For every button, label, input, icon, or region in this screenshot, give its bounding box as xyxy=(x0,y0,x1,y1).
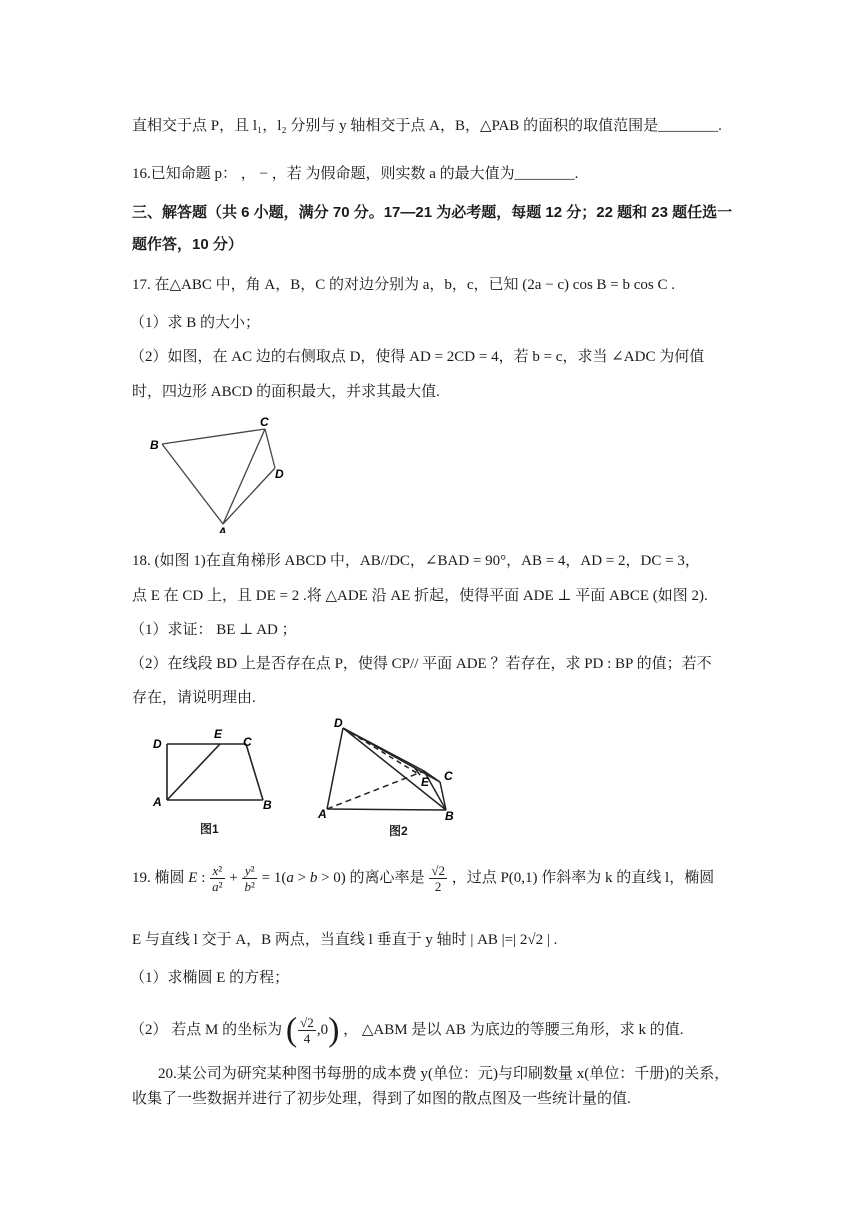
q19-point-m-fraction: $\frac{√2}{4}$ xyxy=(300,1015,314,1047)
q18-part2-line1: （2）在线段 BD 上是否存在点 P，使得 CP// 平面 ADE ？若存在，求 PD : BP 的值；若不 xyxy=(130,656,712,672)
q19-prefix: 19. 椭圆 xyxy=(132,870,185,886)
section-3-heading-line1: 三、解答题（共 6 小题，满分 70 分。17—21 为必考题，每题 12 分；22 题和 23 题任选一 xyxy=(132,204,733,221)
q19-part2: （2） 若点 M 的坐标为 ( $\frac{√2}{4}$ ,0) ， △ABM 是以 AB 为底边的等腰三角形，求 k 的值. xyxy=(130,1011,684,1049)
q17-quadrilateral-figure xyxy=(145,413,295,533)
q19-part1: （1）求椭圆 E 的方程； xyxy=(130,970,290,986)
q17-part2-line2: 时，四边形 ABCD 的面积最大，并求其最大值. xyxy=(132,384,440,400)
q18-figure-2 xyxy=(316,714,466,842)
q18-fig1-label-a: A xyxy=(153,795,162,809)
q17-label-a: A xyxy=(218,525,227,533)
q18-part1: （1）求证： BE ⊥ AD ； xyxy=(130,622,297,638)
q19-part2-prefix: （2） 若点 M 的坐标为 xyxy=(130,1022,283,1038)
q18-figure-1 xyxy=(148,722,288,840)
q19-fraction-x2-a2: $\frac{\text{x²}}{\text{a²}}$ xyxy=(212,863,223,895)
q18-fig1-label-d: D xyxy=(153,737,162,751)
q20-line1: 20.某公司为研究某种图书每册的成本费 y(单位：元)与印刷数量 x(单位：千册)的关系， xyxy=(158,1066,730,1082)
q18-part2-line2: 存在，请说明理由. xyxy=(132,690,256,706)
q19-fraction-y2-b2: $\frac{\text{y²}}{\text{b²}}$ xyxy=(244,863,255,895)
q20-line2: 收集了一些数据并进行了初步处理，得到了如图的散点图及一些统计量的值. xyxy=(132,1091,631,1107)
q19-suffix: ，过点 P(0,1) 作斜率为 k 的直线 l，椭圆 xyxy=(451,870,715,886)
q19-line1: 19. 椭圆 E : $\frac{\text{x²}}{\text{a²}}$ + $\frac{\text{y²}}{\text{b²}}$ = 1(a > b > 0) 的离心率是 $\frac{√2}{2}$ ，过点 P(0,1) 作斜率为 k 的直线 l，椭圆 xyxy=(132,863,715,895)
q15-text: 直相交于点 P，且 l₁，l₂ 分别与 y 轴相交于点 A，B，△PAB 的面积的取值范围是________. xyxy=(132,118,722,134)
q19-part2-suffix: ， △ABM 是以 AB 为底边的等腰三角形，求 k 的值. xyxy=(343,1022,684,1038)
q18-fig2-label-b: B xyxy=(445,809,454,823)
q18-fig2-caption: 图2 xyxy=(389,824,408,838)
q18-line2: 点 E 在 CD 上，且 DE = 2 .将 △ADE 沿 AE 折起，使得平面 ADE ⊥ 平面 ABCE (如图 2). xyxy=(132,588,708,604)
section-3-heading-line2: 题作答，10 分） xyxy=(132,236,243,253)
q18-fig2-label-d: D xyxy=(334,716,343,730)
q18-fig2-label-c: C xyxy=(444,769,453,783)
q18-line1: 18. (如图 1)在直角梯形 ABCD 中，AB//DC，∠BAD = 90°，AB = 4，AD = 2，DC = 3， xyxy=(132,553,700,569)
q16-text: 16.已知命题 p： ， − ，若 为假命题，则实数 a 的最大值为________. xyxy=(132,166,579,182)
q18-fig1-label-b: B xyxy=(263,798,272,812)
q19-line2: E 与直线 l 交于 A，B 两点，当直线 l 垂直于 y 轴时 | AB |=| 2√2 | . xyxy=(132,932,558,948)
q17-part2-line1: （2）如图，在 AC 边的右侧取点 D，使得 AD = 2CD = 4，若 b = c，求当 ∠ADC 为何值 xyxy=(130,349,705,365)
q18-fig1-caption: 图1 xyxy=(200,822,219,836)
q17-label-c: C xyxy=(260,415,269,429)
q18-fig2-label-a: A xyxy=(318,807,327,821)
q19-mid: 的离心率是 xyxy=(349,870,425,886)
q18-fig1-label-c: C xyxy=(243,735,252,749)
q17-stem: 17. 在△ABC 中，角 A，B，C 的对边分别为 a，b，c，已知 (2a − c) cos B = b cos C . xyxy=(132,277,676,293)
q18-fig2-label-e: E xyxy=(421,775,430,789)
q17-part1: （1）求 B 的大小； xyxy=(130,315,261,331)
q18-fig1-label-e: E xyxy=(214,727,223,741)
q17-label-d: D xyxy=(275,467,284,481)
q17-label-b: B xyxy=(150,438,159,452)
q19-fraction-sqrt2-2: $\frac{√2}{2}$ xyxy=(431,863,445,895)
